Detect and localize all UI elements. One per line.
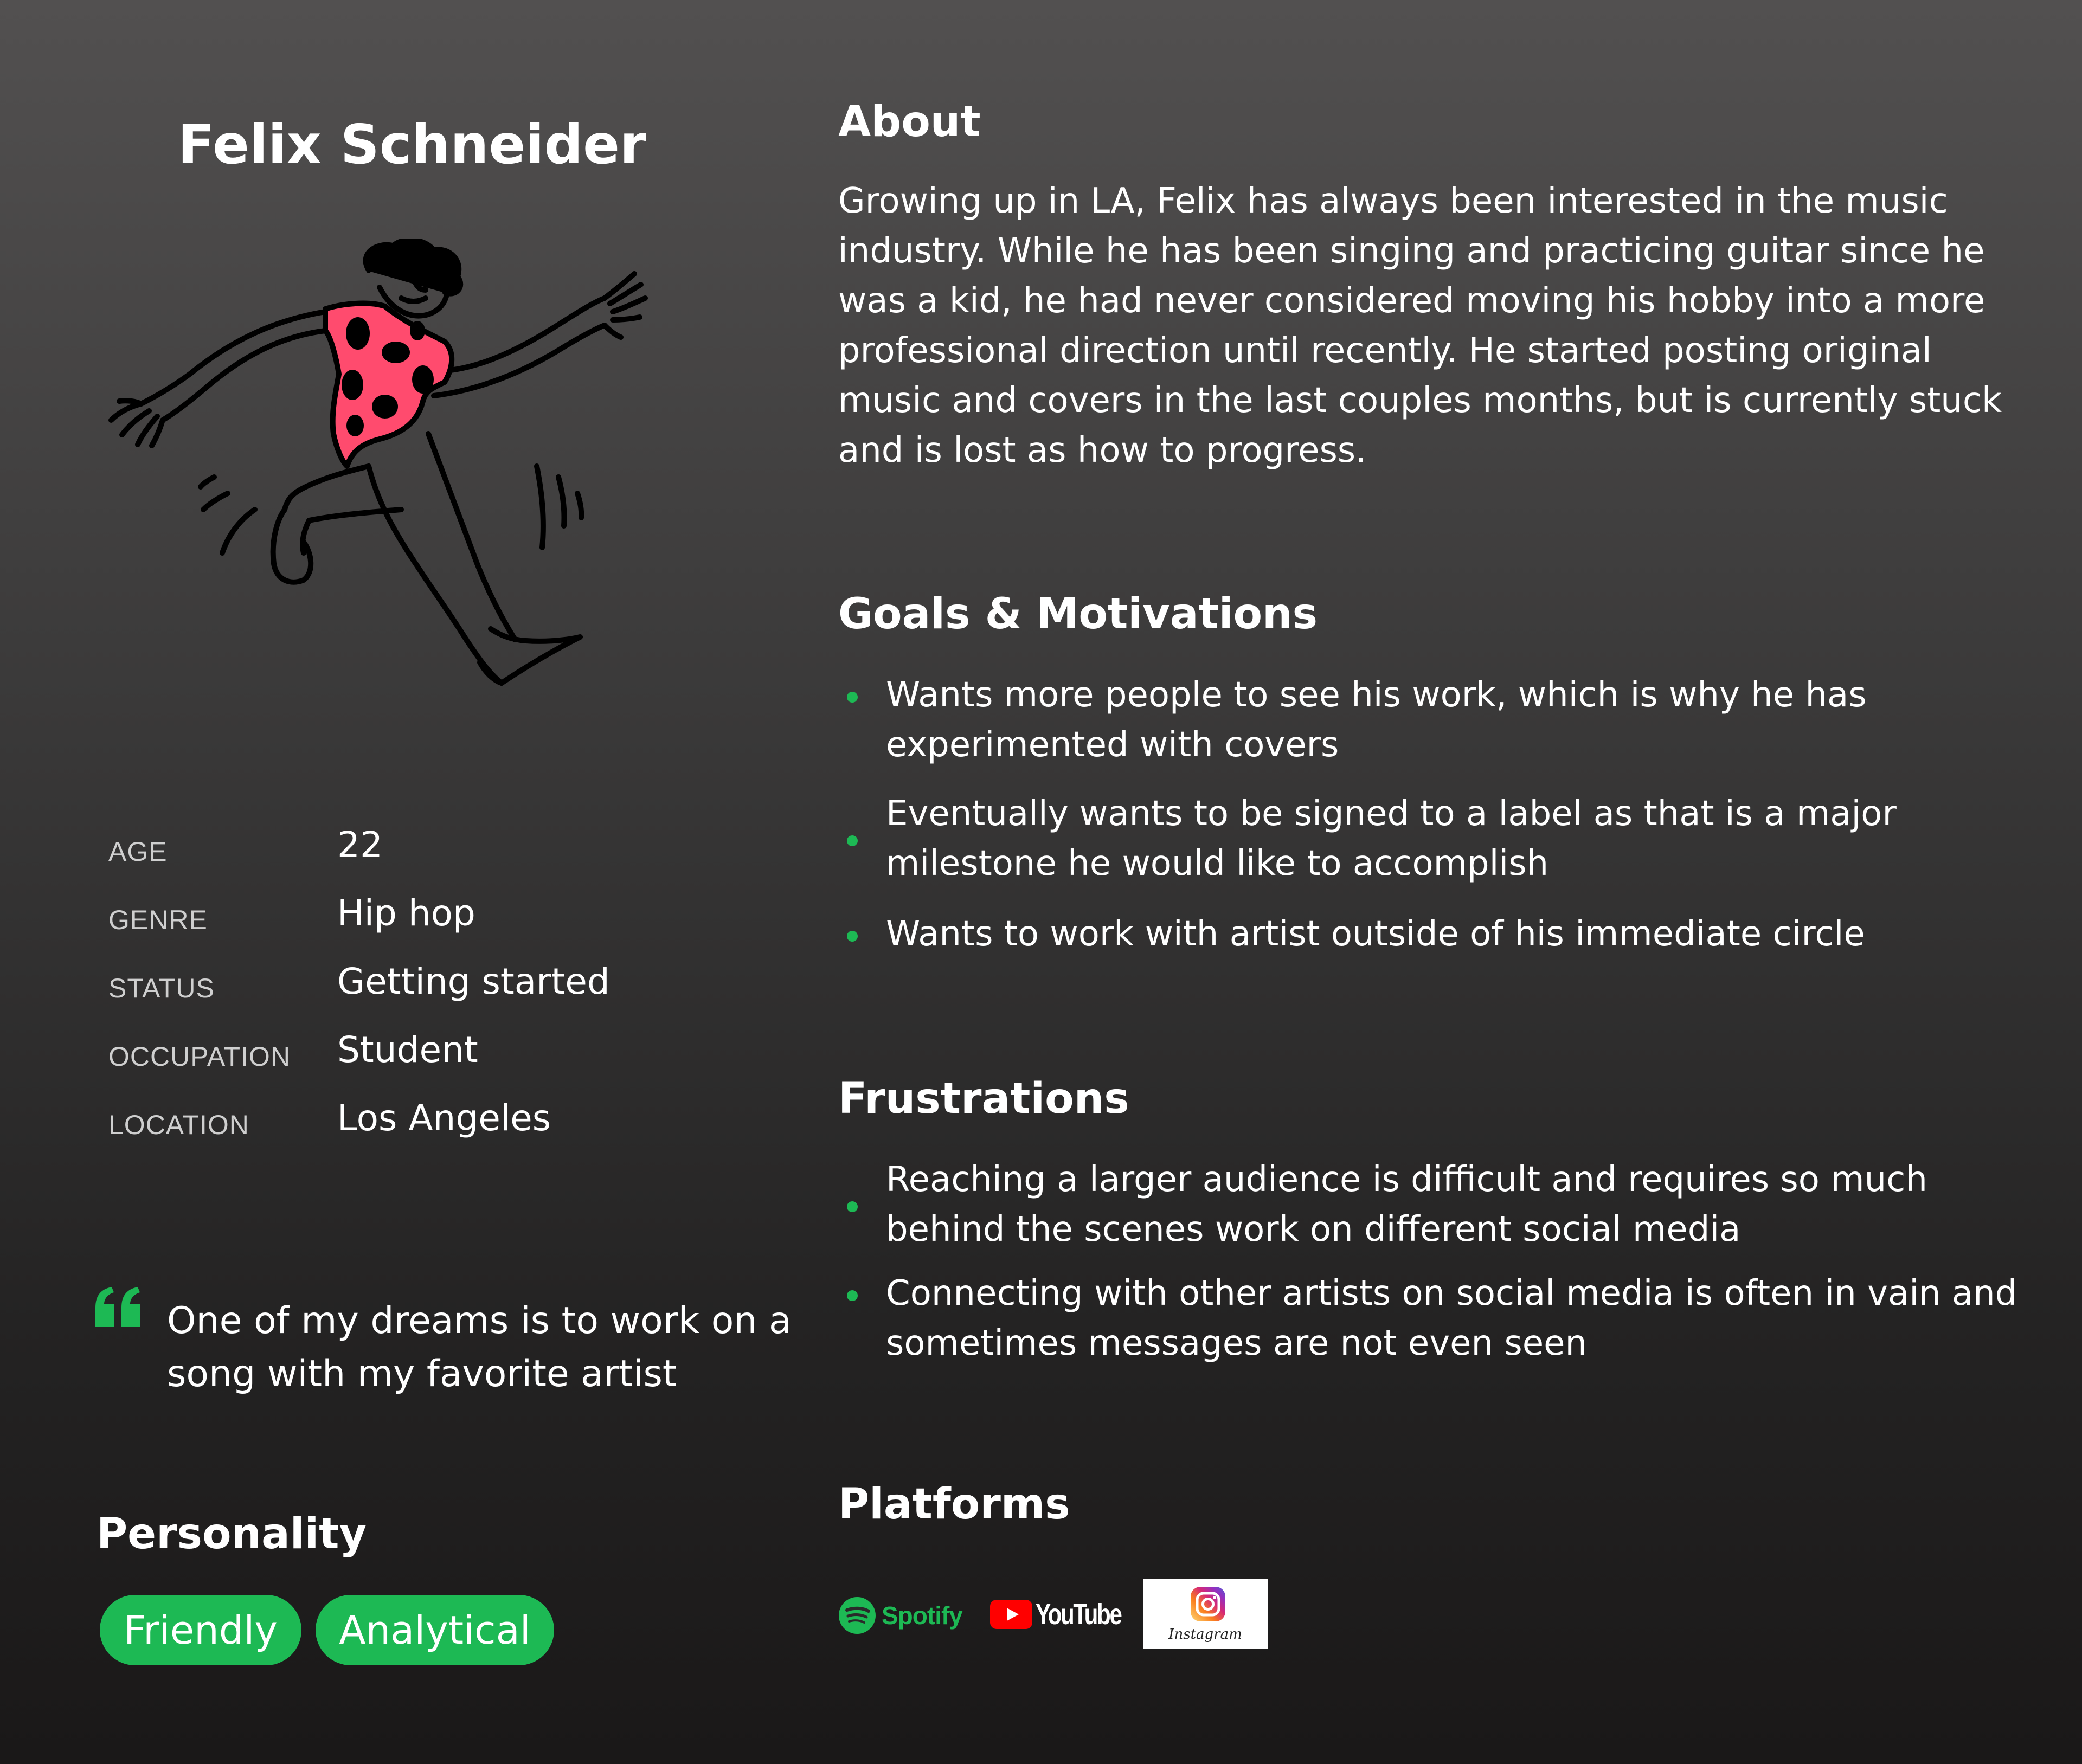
quote-icon — [93, 1286, 143, 1329]
info-row-location — [108, 1097, 759, 1151]
instagram-wordmark: Instagram — [1168, 1626, 1242, 1643]
info-row-occupation — [108, 1029, 759, 1083]
bullet-dot-icon — [847, 1201, 858, 1212]
location-value: Los Angeles — [337, 1097, 551, 1139]
frustration-text: Connecting with other artists on social media is often in vain and sometimes messages are not even seen — [886, 1273, 2017, 1363]
bullet-dot-icon — [847, 1290, 858, 1301]
bullet-dot-icon — [847, 692, 858, 703]
youtube-icon — [990, 1600, 1032, 1629]
age-label: AGE — [108, 836, 168, 867]
personality-tag-friendly: Friendly — [100, 1595, 301, 1665]
frustrations-heading: Frustrations — [838, 1074, 1129, 1123]
occupation-label: OCCUPATION — [108, 1041, 291, 1072]
age-value: 22 — [337, 824, 383, 866]
bullet-dot-icon — [847, 835, 858, 846]
about-heading: About — [838, 98, 981, 146]
info-row-age — [108, 824, 759, 878]
bullet-dot-icon — [847, 931, 858, 942]
spotify-icon — [838, 1596, 876, 1634]
status-value: Getting started — [337, 961, 610, 1002]
youtube-wordmark: YouTube — [1036, 1598, 1121, 1631]
instagram-logo — [1143, 1579, 1268, 1649]
info-row-status — [108, 961, 759, 1015]
personality-heading: Personality — [97, 1510, 367, 1559]
goal-text: Wants more people to see his work, which is why he has experimented with covers — [886, 675, 1867, 765]
goals-heading: Goals & Motivations — [838, 590, 1318, 639]
instagram-icon — [1189, 1585, 1227, 1623]
persona-quote: One of my dreams is to work on a song with my favorite artist — [167, 1299, 792, 1395]
genre-label: GENRE — [108, 905, 208, 935]
platforms-heading: Platforms — [838, 1480, 1070, 1529]
dancing-person-illustration — [98, 239, 716, 748]
about-text: Growing up in LA, Felix has always been interested in the music industry. While he has been singing and practicing guitar since he was a kid, he had never considered moving his hobby into a more professional direction until recently. He started posting original music and covers in the last couples months, but is currently stuck and is lost as how to progress. — [838, 181, 2002, 471]
frustration-text: Reaching a larger audience is difficult and requires so much behind the scenes work on different social media — [886, 1160, 1927, 1250]
location-label: LOCATION — [108, 1110, 249, 1140]
spotify-wordmark: Spotify — [882, 1601, 962, 1630]
status-label: STATUS — [108, 973, 215, 1003]
goal-text: Eventually wants to be signed to a label as that is a major milestone he would like to accomplish — [886, 794, 1897, 884]
personality-tag-analytical: Analytical — [316, 1595, 554, 1665]
genre-value: Hip hop — [337, 892, 475, 934]
occupation-value: Student — [337, 1029, 478, 1071]
youtube-logo — [990, 1597, 1145, 1632]
goal-text: Wants to work with artist outside of his immediate circle — [886, 914, 1865, 954]
spotify-logo — [838, 1594, 962, 1637]
info-row-genre — [108, 892, 759, 947]
persona-name: Felix Schneider — [177, 113, 647, 176]
